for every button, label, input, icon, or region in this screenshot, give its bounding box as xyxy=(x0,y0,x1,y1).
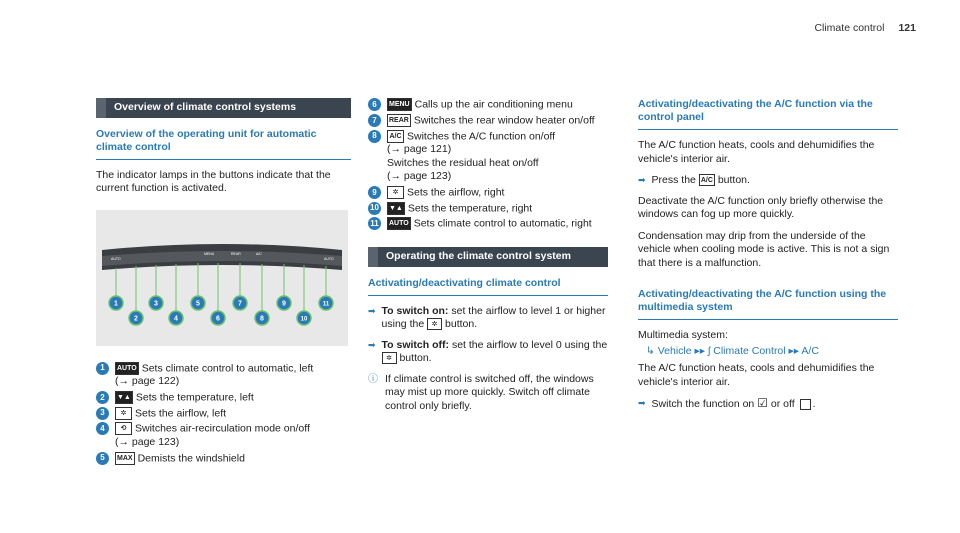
legend-item: 9 ✲ Sets the airflow, right xyxy=(368,186,608,200)
instruction-step: ➡ Press the A/C button. xyxy=(638,174,750,186)
defrost-max-icon: MAX xyxy=(115,452,135,465)
climate-seat-icon: ʃ xyxy=(707,344,711,357)
section-banner: Operating the climate control system xyxy=(368,247,608,267)
svg-text:5: 5 xyxy=(196,300,200,307)
info-note: ⓘ If climate control is switched off, the windows may mist up more quickly. Switch off climate control only briefly. xyxy=(368,372,594,412)
svg-text:3: 3 xyxy=(154,300,158,307)
number-badge: 7 xyxy=(368,114,381,127)
legend-item: 3 ✲ Sets the airflow, left xyxy=(96,407,351,421)
ac-icon: A/C xyxy=(699,174,715,186)
callout-4 xyxy=(169,311,183,325)
rear-window-heater-icon: REAR xyxy=(387,114,411,127)
column-middle xyxy=(368,98,608,419)
column-right: Activating/deactivating the A/C function via the control panel The A/C function heats, cools and dehumidifies the vehicle's interior air. ➡ Press the A/C button. Deactivate the A/C function only briefly otherwise the windows can fog up more quickly. Condensation may drip from the underside of the vehicle when cooling mode is active. This is not a sign that there is a malfunction. Activating/deactivating the A/C function using the multimedia system Multimedia system: ↳ Vehicle ▸▸ ʃ Climate Control ▸▸ A/C The A/C function heats, cools and dehumidifies the vehicle's interior air. ➡ Switch the function on ☑ or off . xyxy=(638,98,898,419)
auto-icon: AUTO xyxy=(387,217,411,230)
legend-item: 1 AUTO Sets climate control to automatic, left (→ page 122) xyxy=(96,362,351,389)
path-arrow-icon: ↳ xyxy=(646,344,655,357)
number-badge: 1 xyxy=(96,362,109,375)
panel-label: A/C xyxy=(256,251,262,256)
svg-text:11: 11 xyxy=(322,301,330,307)
subsection-heading: Activating/deactivating climate control xyxy=(368,277,608,296)
airflow-icon: ✲ xyxy=(382,352,397,364)
svg-text:1: 1 xyxy=(114,300,118,307)
page-header xyxy=(814,22,916,34)
subsection-heading: Activating/deactivating the A/C function via the control panel xyxy=(638,98,898,130)
legend-item: 7 REAR Switches the rear window heater on/off xyxy=(368,114,608,128)
legend-item: 5 MAX Demists the windshield xyxy=(96,452,351,466)
info-icon: ⓘ xyxy=(368,373,378,385)
subsection-heading: Activating/deactivating the A/C function using the multimedia system xyxy=(638,288,898,320)
page-reference: (→ page 123) xyxy=(115,436,180,449)
path-separator-icon: ▸▸ xyxy=(694,344,706,357)
legend-item: 4 ⟲ Switches air-recirculation mode on/off (→ page 123) xyxy=(96,422,351,449)
intro-text: The indicator lamps in the buttons indicate that the current function is activated. xyxy=(96,168,331,194)
number-badge: 11 xyxy=(368,217,381,230)
number-badge: 4 xyxy=(96,422,109,435)
svg-text:8: 8 xyxy=(260,315,264,322)
airflow-icon: ✲ xyxy=(387,186,404,199)
callout-2 xyxy=(129,311,143,325)
page-number: 121 xyxy=(898,22,916,34)
svg-text:10: 10 xyxy=(300,316,308,322)
step-arrow-icon: ➡ xyxy=(368,305,376,316)
callout-1 xyxy=(109,296,123,310)
callout-3 xyxy=(149,296,163,310)
recirculation-icon: ⟲ xyxy=(115,422,132,435)
control-panel-figure xyxy=(96,210,348,346)
legend-list-right xyxy=(368,98,608,231)
panel-label: AUTO xyxy=(324,256,334,261)
checkbox-checked-icon: ☑ xyxy=(757,396,768,410)
callout-11 xyxy=(319,296,333,310)
step-arrow-icon: ➡ xyxy=(368,339,376,350)
number-badge: 9 xyxy=(368,186,381,199)
path-separator-icon: ▸▸ xyxy=(788,344,800,357)
page-reference: (→ page 121) xyxy=(387,143,452,156)
callout-8 xyxy=(255,311,269,325)
legend-item: 11 AUTO Sets climate control to automatic, right xyxy=(368,217,608,231)
callout-6 xyxy=(211,311,225,325)
number-badge: 5 xyxy=(96,452,109,465)
step-arrow-icon: ➡ xyxy=(638,398,646,408)
number-badge: 3 xyxy=(96,407,109,420)
instruction-step: ➡ Switch the function on ☑ or off . xyxy=(638,396,816,410)
airflow-icon: ✲ xyxy=(115,407,132,420)
svg-text:4: 4 xyxy=(174,315,178,322)
callout-9 xyxy=(277,296,291,310)
callout-7 xyxy=(233,296,247,310)
control-panel-illustration xyxy=(96,210,348,346)
legend-item: 2 ▼▲ Sets the temperature, left xyxy=(96,391,351,405)
legend-list-left xyxy=(96,362,351,466)
ac-icon: A/C xyxy=(387,130,404,143)
airflow-icon: ✲ xyxy=(427,318,442,330)
panel-label: AUTO xyxy=(111,256,121,261)
panel-label: REAR xyxy=(231,251,241,256)
svg-text:6: 6 xyxy=(216,315,220,322)
number-badge: 2 xyxy=(96,391,109,404)
column-left xyxy=(96,98,351,467)
step-arrow-icon: ➡ xyxy=(638,175,646,185)
panel-label: MENU xyxy=(204,251,215,256)
number-badge: 10 xyxy=(368,202,381,215)
section-title: Climate control xyxy=(814,22,885,34)
svg-text:2: 2 xyxy=(134,315,138,322)
page-reference: (→ page 122) xyxy=(115,375,180,388)
number-badge: 8 xyxy=(368,130,381,143)
page-reference: (→ page 123) xyxy=(387,170,452,183)
subsection-heading: Overview of the operating unit for automatic climate control xyxy=(96,128,351,160)
menu-path: ↳ Vehicle ▸▸ ʃ Climate Control ▸▸ A/C xyxy=(646,344,819,357)
instruction-step: ➡ To switch off: set the airflow to level 0 using the ✲ button. xyxy=(368,338,608,365)
temperature-icon: ▼▲ xyxy=(115,391,133,404)
legend-item: 6 MENU Calls up the air conditioning menu xyxy=(368,98,608,112)
menu-icon: MENU xyxy=(387,98,412,111)
legend-item: 10 ▼▲ Sets the temperature, right xyxy=(368,202,608,216)
instruction-step: ➡ To switch on: set the airflow to level 1 or higher using the ✲ button. xyxy=(368,304,606,331)
legend-item: 8 A/C Switches the A/C function on/off (→ page 121) Switches the residual heat on/off (→ page 123) xyxy=(368,130,608,184)
callout-5 xyxy=(191,296,205,310)
auto-icon: AUTO xyxy=(115,362,139,375)
svg-text:7: 7 xyxy=(238,300,242,307)
number-badge: 6 xyxy=(368,98,381,111)
section-banner: Overview of climate control systems xyxy=(96,98,351,118)
checkbox-unchecked-icon xyxy=(800,399,811,410)
svg-text:9: 9 xyxy=(282,300,286,307)
callout-10 xyxy=(297,311,311,325)
temperature-icon: ▼▲ xyxy=(387,202,405,215)
